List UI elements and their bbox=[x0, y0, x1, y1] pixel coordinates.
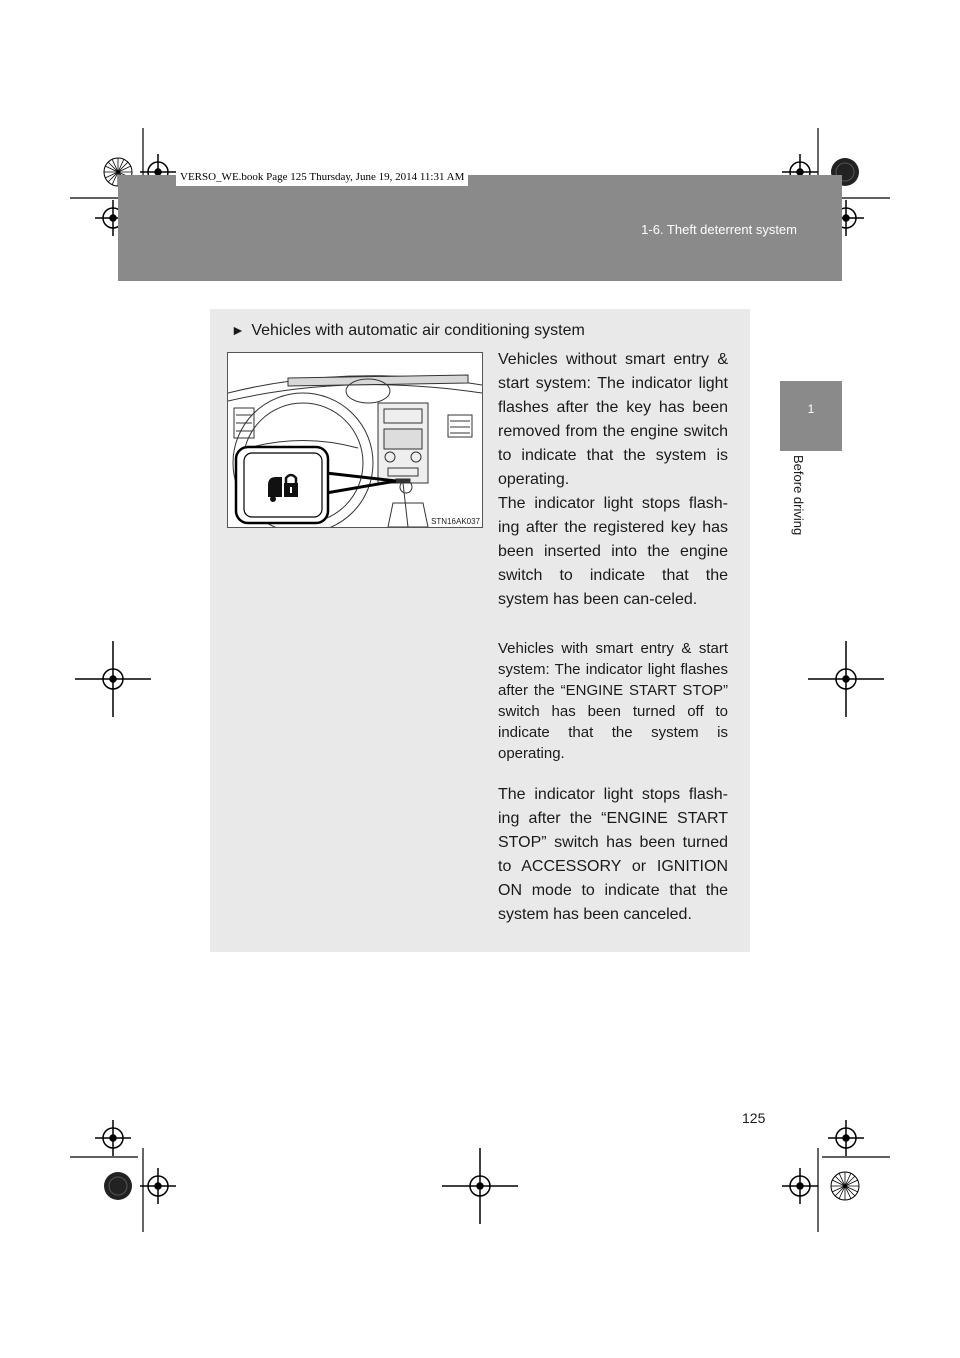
page-number: 125 bbox=[742, 1110, 766, 1126]
paragraph: Vehicles with smart entry & start system: The indicator light flashes after the “ENGINE START STOP” switch has been turned off to indicate that the system is operating. bbox=[498, 640, 728, 762]
chapter-tab-number: 1 bbox=[807, 402, 815, 416]
book-stamp: VERSO_WE.book Page 125 Thursday, June 19, 2014 11:31 AM bbox=[176, 168, 468, 186]
chapter-tab-label: Before driving bbox=[791, 455, 806, 536]
section-heading bbox=[231, 322, 585, 340]
section-title: 1-6. Theft deterrent system bbox=[641, 222, 797, 237]
paragraph: Vehicles without smart entry & start system: The indicator light flashes after the key has been removed from the engine switch to indicate that the system is operating. bbox=[498, 351, 728, 488]
chapter-tab bbox=[780, 381, 842, 451]
section-heading-text: Vehicles with automatic air conditioning system bbox=[251, 322, 585, 339]
triangle-marker-icon: ► bbox=[231, 322, 245, 338]
dashboard-drawing bbox=[228, 353, 482, 527]
paragraph: The indicator light stops flash-ing after the registered key has been inserted into the engine switch to indicate that the system has been can-celed. bbox=[498, 495, 728, 608]
paragraph: The indicator light stops flash-ing after the “ENGINE START STOP” switch has been turned to ACCESSORY or IGNITION ON mode to indicate that the system has been canceled. bbox=[498, 786, 728, 923]
dashboard-illustration bbox=[227, 352, 483, 528]
illustration-code: STN16AK037 bbox=[431, 517, 480, 526]
